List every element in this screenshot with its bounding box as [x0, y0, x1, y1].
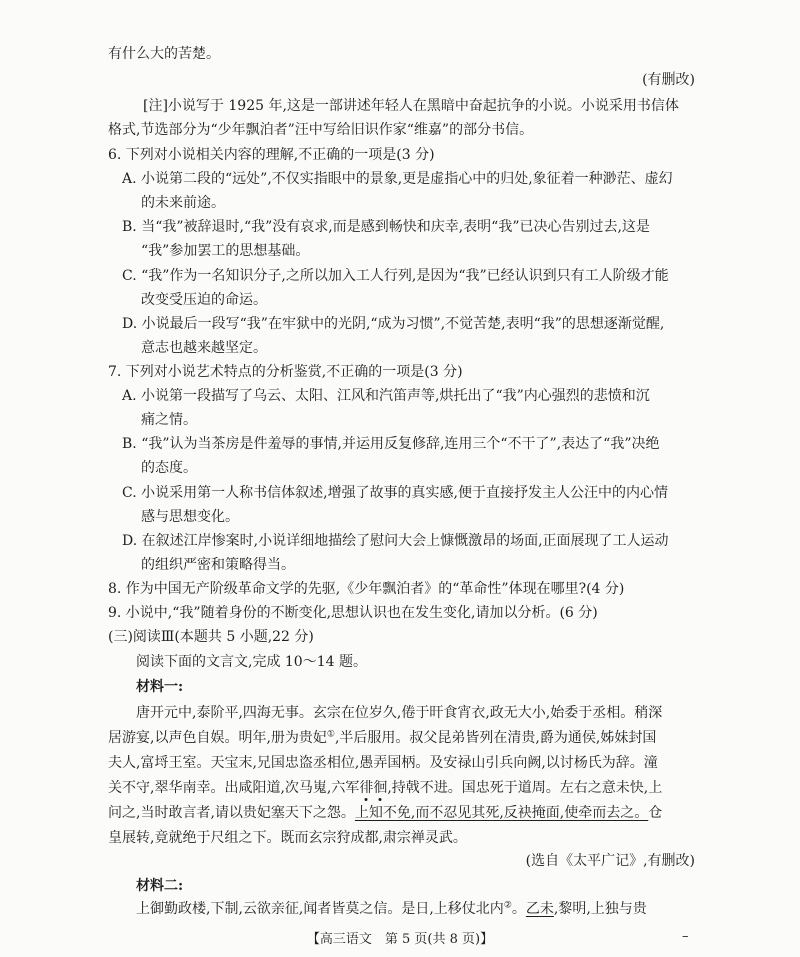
- page-footer: 【高三语文 第 5 页(共 8 页)】: [306, 932, 494, 947]
- footnote-marker: ①: [326, 729, 335, 740]
- material-2-title: 材料二:: [136, 878, 184, 894]
- paragraph-continuation: 有什么大的苦楚。: [108, 46, 220, 62]
- q6-option-d-cont: 意志也越来越坚定。: [141, 340, 267, 356]
- q6-option-c-cont: 改变受压迫的命运。: [141, 292, 267, 308]
- q7-option-a-cont: 痛之情。: [141, 412, 197, 428]
- corner-mark: –: [682, 929, 689, 944]
- material-1-title: 材料一:: [136, 679, 184, 695]
- emphasis-dot-char: 徘: [359, 780, 374, 796]
- question-7-stem: 7. 下列对小说艺术特点的分析鉴赏,不正确的一项是(3 分): [108, 364, 463, 380]
- footnote-marker: ②: [503, 900, 512, 911]
- q6-option-a: A. 小说第二段的“远处”,不仅实指眼中的景象,更是虚指心中的归处,象征着一种渺茫、虚幻: [122, 171, 673, 187]
- material-1-line-1: 唐开元中,泰阶平,四海无事。玄宗在位岁久,倦于旰食宵衣,政无大小,始委于丞相。稍深: [136, 705, 663, 721]
- material-2-line-1: 上御勤政楼,下制,云欲亲征,闻者皆莫之信。是日,上移仗北内②。乙未,黎明,上独与贵: [136, 900, 647, 917]
- material-1-line-5: 问之,当时敢言者,请以贵妃塞天下之怨。上知不免,而不忍见其死,反袂掩面,使牵而去之。仓: [108, 805, 663, 821]
- question-9: 9. 小说中,“我”随着身份的不断变化,思想认识也在发生变化,请加以分析。(6 分): [108, 605, 598, 621]
- source-attribution-2: (选自《太平广记》,有删改): [525, 853, 695, 869]
- emphasis-dot-char: 徊: [373, 780, 388, 796]
- q7-option-b-cont: 的态度。: [141, 460, 197, 476]
- note-line-1: [注]小说写于 1925 年,这是一部讲述年轻人在黑暗中奋起抗争的小说。小说采用书信体: [143, 98, 679, 114]
- material-1-line-6: 皇展转,竟就绝于尺组之下。既而玄宗狩成都,肃宗禅灵武。: [108, 830, 467, 846]
- q7-option-c: C. 小说采用第一人称书信体叙述,增强了故事的真实感,便于直接抒发主人公汪中的内心情: [122, 485, 669, 501]
- q7-option-d: D. 在叙述江岸惨案时,小说详细地描绘了慰问大会上慷慨激昂的场面,正面展现了工人运动: [122, 533, 669, 549]
- q6-option-c: C. “我”作为一名知识分子,之所以加入工人行列,是因为“我”已经认识到只有工人阶级才能: [122, 268, 669, 284]
- underlined-sentence: 上知不免,而不忍见其死,反袂掩面,使牵而去之。: [354, 805, 649, 821]
- reading-instruction: 阅读下面的文言文,完成 10～14 题。: [136, 654, 367, 670]
- question-8: 8. 作为中国无产阶级革命文学的先驱,《少年飘泊者》的“革命性”体现在哪里?(4 分): [108, 581, 625, 597]
- question-6-stem: 6. 下列对小说相关内容的理解,不正确的一项是(3 分): [108, 147, 435, 163]
- q6-option-b-cont: “我”参加罢工的思想基础。: [141, 243, 310, 259]
- underlined-phrase: 乙未: [525, 901, 554, 917]
- q7-option-a: A. 小说第一段描写了乌云、太阳、江风和汽笛声等,烘托出了“我”内心强烈的悲愤和沉: [122, 388, 650, 404]
- material-1-line-4: 关不守,翠华南幸。出咸阳道,次马嵬,六军徘徊,持戟不进。国忠死于道周。左右之意未快,上: [108, 780, 663, 796]
- material-1-line-2: 居游宴,以声色自娱。明年,册为贵妃①,半后服用。叔父昆弟皆列在清贵,爵为通侯,姊妹封国: [108, 729, 657, 746]
- note-line-2: 格式,节选部分为“少年飘泊者”汪中写给旧识作家“维嘉”的部分书信。: [108, 122, 534, 138]
- q6-option-d: D. 小说最后一段写“我”在牢狱中的光阴,“成为习惯”,不觉苦楚,表明“我”的思想逐渐觉醒,: [122, 316, 665, 332]
- section-heading: (三)阅读Ⅲ(本题共 5 小题,22 分): [108, 629, 314, 645]
- q7-option-b: B. “我”认为当茶房是件羞辱的事情,并运用反复修辞,连用三个“不干了”,表达了“我”决绝: [122, 436, 660, 452]
- q7-option-c-cont: 感与思想变化。: [141, 509, 239, 525]
- q6-option-a-cont: 的未来前途。: [141, 195, 225, 211]
- q7-option-d-cont: 的组织严密和策略得当。: [141, 557, 295, 573]
- q6-option-b: B. 当“我”被辞退时,“我”没有哀求,而是感到畅快和庆幸,表明“我”已决心告别过去,这是: [122, 219, 650, 235]
- source-attribution: (有删改): [642, 72, 695, 88]
- material-1-line-3: 夫人,富埒王室。天宝末,兄国忠盗丞相位,愚弄国柄。及安禄山引兵向阙,以讨杨氏为辞。潼: [108, 755, 658, 771]
